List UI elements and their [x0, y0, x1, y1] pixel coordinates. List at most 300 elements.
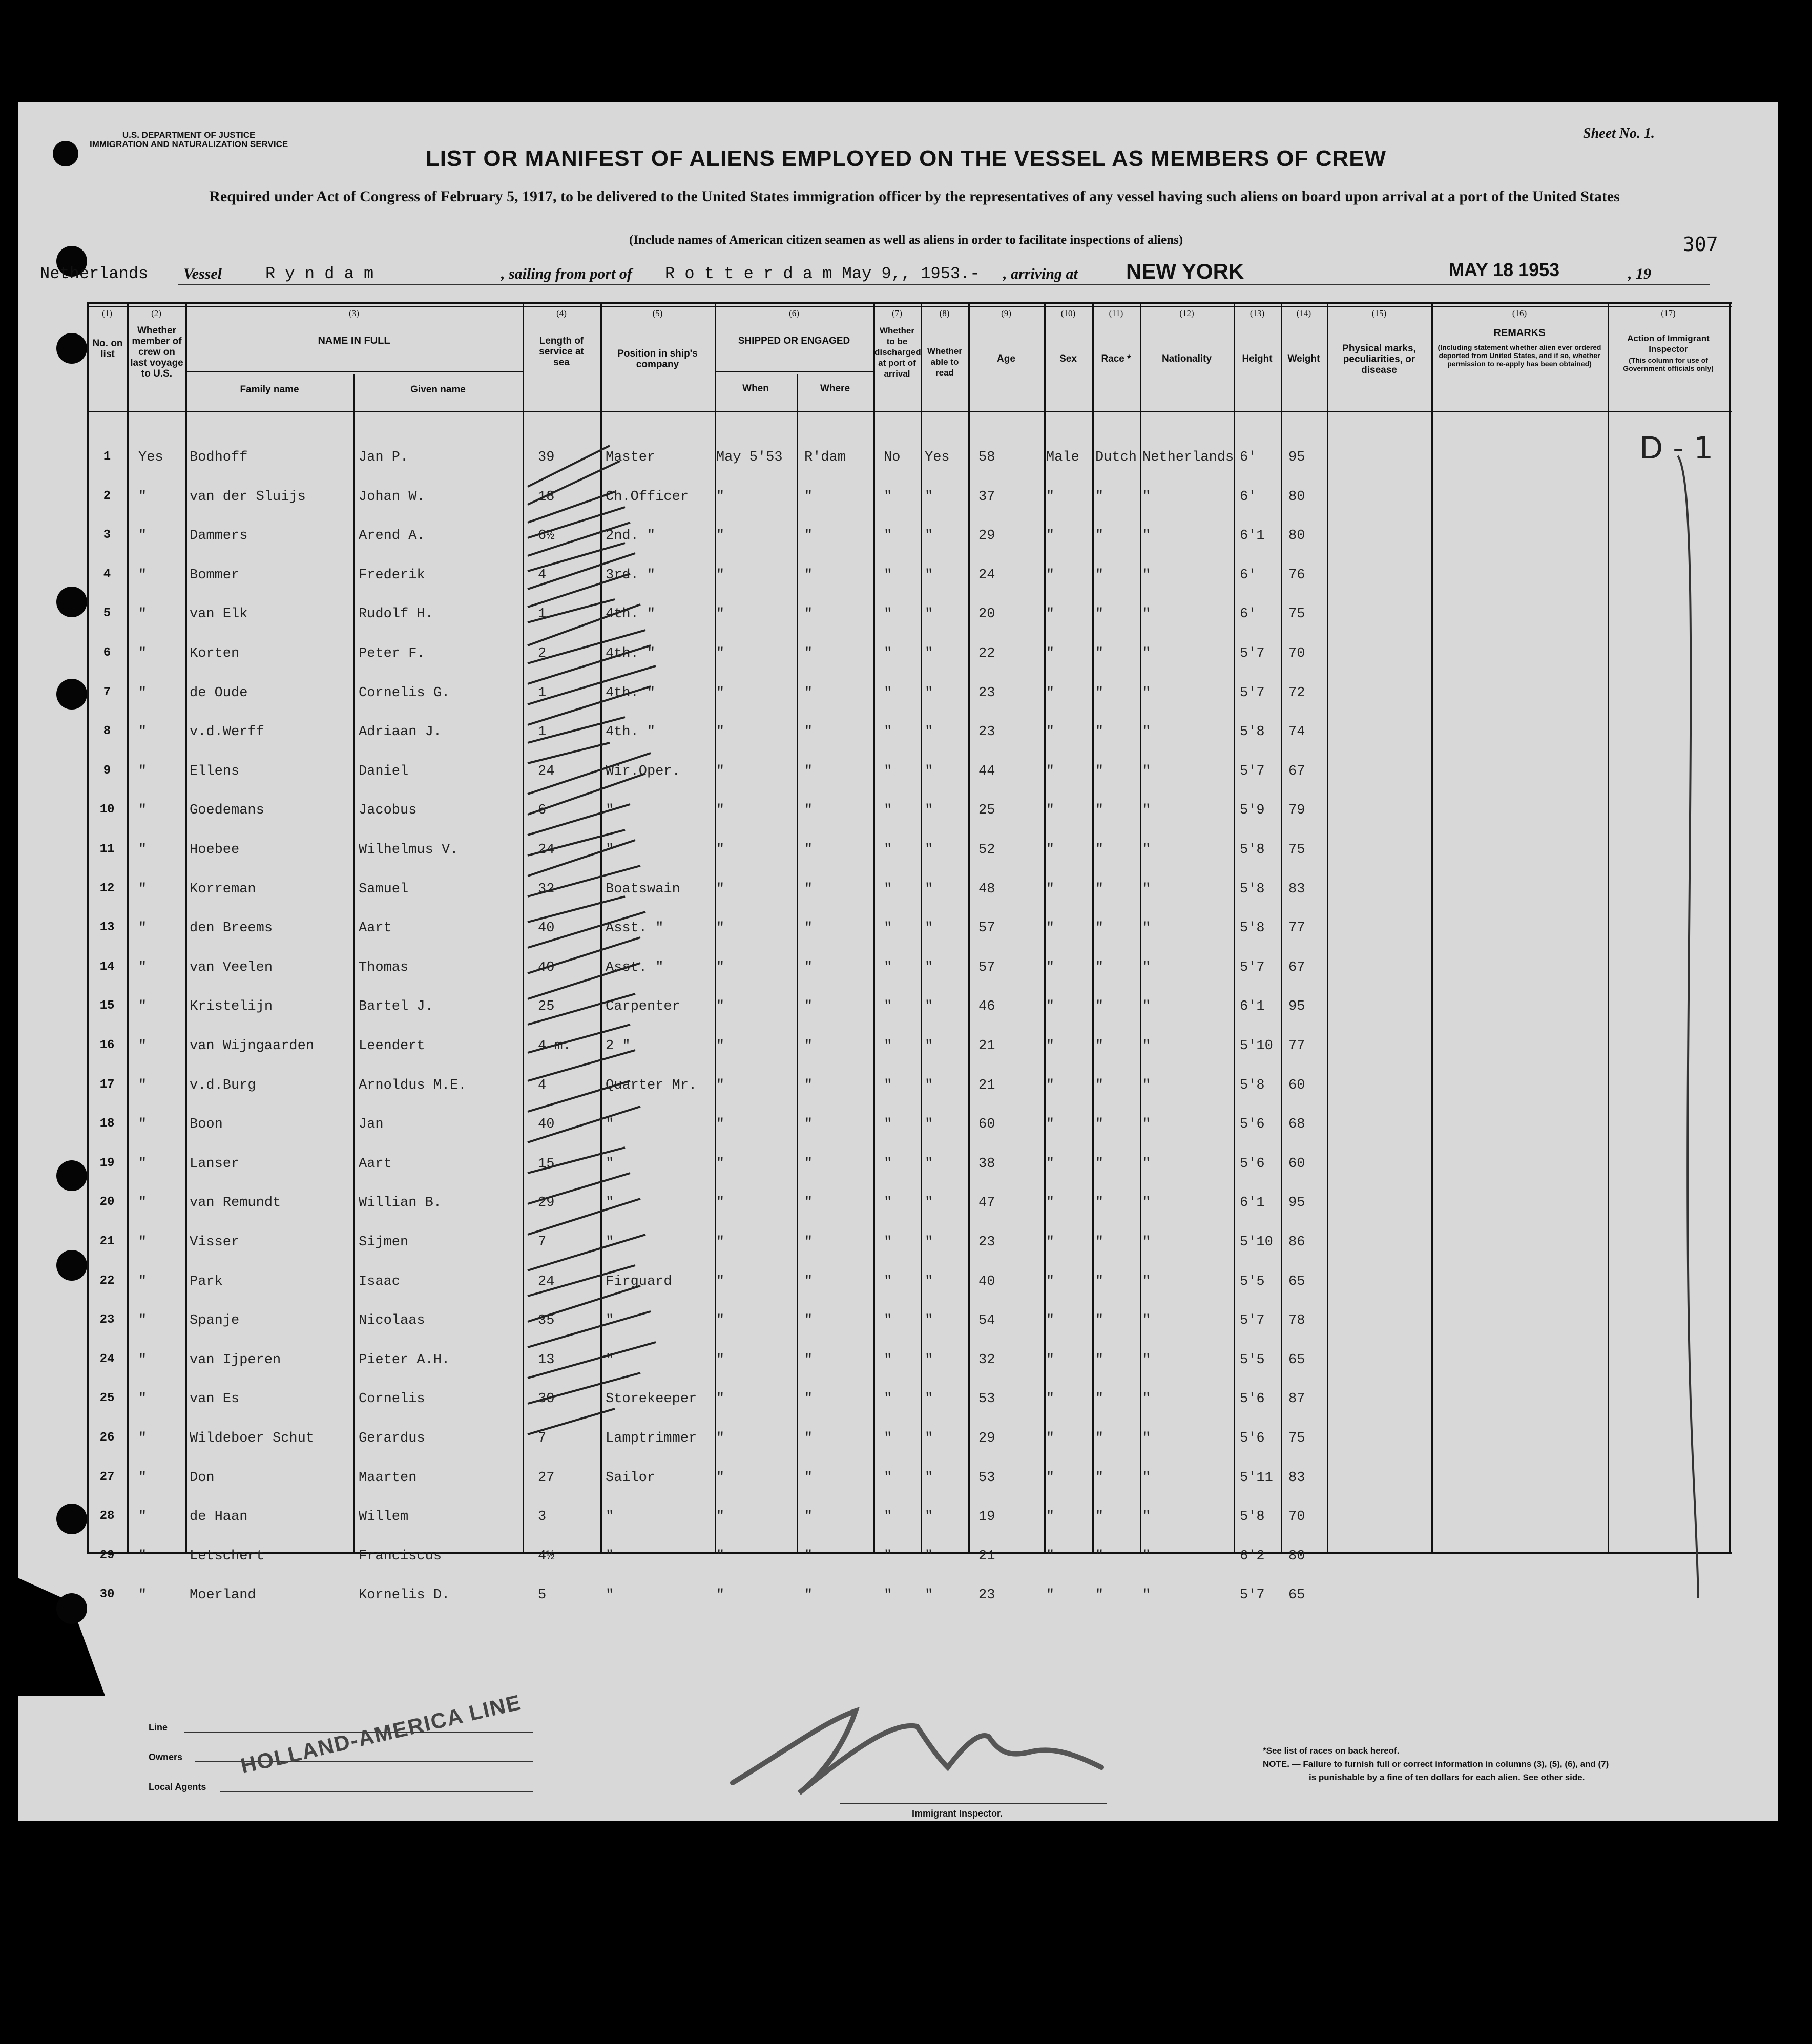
last-voyage-cell: ": [138, 646, 147, 661]
height-cell: 5'5: [1240, 1352, 1265, 1368]
sex-cell: ": [1046, 1470, 1055, 1486]
weight-cell: 65: [1288, 1352, 1305, 1368]
service-cell: 40: [538, 960, 555, 975]
height-cell: 6': [1240, 489, 1257, 505]
nationality-cell: ": [1142, 1313, 1151, 1329]
punch-hole: [56, 333, 87, 364]
col-3-given: Given name: [410, 384, 466, 395]
table-row: [87, 528, 1327, 549]
given-name-cell: Kornelis D.: [359, 1588, 450, 1603]
shipped-where-cell: ": [804, 842, 813, 858]
family-name-cell: Moerland: [190, 1588, 256, 1603]
row-number: 10: [99, 803, 115, 817]
service-cell: 4: [538, 567, 547, 583]
weight-cell: 95: [1288, 999, 1305, 1015]
service-cell: 7: [538, 1431, 547, 1446]
last-voyage-cell: ": [138, 1391, 147, 1407]
given-name-cell: Adriaan J.: [359, 724, 442, 740]
shipped-when-cell: ": [716, 1274, 725, 1289]
race-cell: ": [1095, 1117, 1104, 1133]
table-row: [87, 803, 1327, 823]
given-name-cell: Aart: [359, 921, 392, 936]
sex-cell: ": [1046, 724, 1055, 740]
height-cell: 5'7: [1240, 960, 1265, 975]
family-name-cell: den Breems: [190, 921, 273, 936]
race-cell: ": [1095, 1313, 1104, 1329]
shipped-where-cell: ": [804, 1038, 813, 1054]
last-voyage-cell: ": [138, 724, 147, 740]
position-cell: Wir.Oper.: [606, 763, 680, 779]
able-to-read-cell: ": [925, 999, 933, 1015]
age-cell: 47: [978, 1195, 995, 1211]
race-cell: ": [1095, 1391, 1104, 1407]
race-cell: ": [1095, 567, 1104, 583]
sex-cell: ": [1046, 881, 1055, 897]
shipped-where-cell: ": [804, 1470, 813, 1486]
position-cell: ": [606, 1548, 614, 1564]
race-cell: ": [1095, 607, 1104, 622]
weight-cell: 83: [1288, 1470, 1305, 1486]
form-subtitle: Required under Act of Congress of February 5, 1917, to be delivered to the United States immigration officer by the representatives of any vessel having such aliens on board upon arrival at a port of the United States: [209, 188, 1620, 205]
age-cell: 53: [978, 1391, 995, 1407]
arrival-port: NEW YORK: [1126, 259, 1244, 283]
sex-cell: ": [1046, 1156, 1055, 1172]
shipped-when-cell: ": [716, 685, 725, 701]
family-name-cell: Kristelijn: [190, 999, 273, 1015]
height-cell: 5'7: [1240, 1588, 1265, 1603]
race-cell: ": [1095, 803, 1104, 819]
col-2-num: (2): [151, 308, 161, 318]
shipped-when-cell: ": [716, 1391, 725, 1407]
col-rule: [1608, 302, 1609, 1552]
discharge-cell: ": [884, 960, 892, 975]
service-cell: 40: [538, 921, 555, 936]
row-number: 19: [99, 1156, 115, 1170]
last-voyage-cell: ": [138, 1470, 147, 1486]
shipped-where-cell: ": [804, 567, 813, 583]
sex-cell: ": [1046, 1313, 1055, 1329]
footer-owners-label: Owners: [149, 1752, 183, 1762]
sex-cell: ": [1046, 1548, 1055, 1564]
shipped-where-cell: ": [804, 528, 813, 544]
given-name-cell: Gerardus: [359, 1431, 425, 1446]
shipped-when-cell: ": [716, 528, 725, 544]
weight-cell: 67: [1288, 763, 1305, 779]
shipped-where-cell: ": [804, 1509, 813, 1525]
row-number: 2: [103, 489, 111, 503]
able-to-read-cell: ": [925, 724, 933, 740]
table-row: [87, 685, 1327, 706]
col-5-label: Position in ship's company: [617, 348, 698, 370]
shipped-where-cell: ": [804, 1352, 813, 1368]
age-cell: 21: [978, 1038, 995, 1054]
position-cell: Sailor: [606, 1470, 656, 1486]
shipped-where-cell: ": [804, 1313, 813, 1329]
service-cell: 1: [538, 685, 547, 701]
col-7-num: (7): [892, 308, 902, 318]
row-number: 20: [99, 1195, 115, 1209]
race-cell: ": [1095, 528, 1104, 544]
table-row: [87, 1117, 1327, 1137]
table-row: [87, 1588, 1327, 1608]
nationality-cell: ": [1142, 1235, 1151, 1250]
family-name-cell: Lanser: [190, 1156, 240, 1172]
height-cell: 5'8: [1240, 1509, 1265, 1525]
discharge-cell: ": [884, 1352, 892, 1368]
shipped-where-cell: ": [804, 1391, 813, 1407]
col-3-num: (3): [349, 308, 359, 318]
col-6-when: When: [742, 383, 769, 394]
col-15-label: Physical marks, peculiarities, or disease: [1342, 343, 1416, 376]
table-row: [87, 882, 1327, 902]
inspector-underline: [840, 1803, 1107, 1804]
row-number: 15: [99, 999, 115, 1013]
race-cell: ": [1095, 724, 1104, 740]
able-to-read-cell: ": [925, 763, 933, 779]
service-cell: 4 m.: [538, 1038, 571, 1054]
weight-cell: 67: [1288, 960, 1305, 975]
row-number: 14: [99, 960, 115, 974]
last-voyage-cell: ": [138, 685, 147, 701]
position-cell: ": [606, 803, 614, 819]
family-name-cell: van Remundt: [190, 1195, 281, 1211]
nationality-cell: ": [1142, 1391, 1151, 1407]
table-row: [87, 1391, 1327, 1412]
given-name-cell: Johan W.: [359, 489, 425, 505]
sex-cell: ": [1046, 1352, 1055, 1368]
service-cell: 30: [538, 1391, 555, 1407]
sex-cell: ": [1046, 763, 1055, 779]
race-cell: ": [1095, 1431, 1104, 1446]
race-cell: ": [1095, 1038, 1104, 1054]
service-cell: 39: [538, 450, 555, 465]
able-to-read-cell: ": [925, 842, 933, 858]
discharge-cell: ": [884, 1391, 892, 1407]
height-cell: 6'1: [1240, 1195, 1265, 1211]
able-to-read-cell: ": [925, 1431, 933, 1446]
row-number: 23: [99, 1313, 115, 1327]
col-rule: [1327, 302, 1328, 1552]
col-5-num: (5): [652, 308, 663, 318]
table-row: [87, 450, 1327, 470]
shipped-when-cell: ": [716, 646, 725, 661]
sex-cell: ": [1046, 1077, 1055, 1093]
footer-note-2: NOTE. — Failure to furnish full or correct information in columns (3), (5), (6), and (7): [1263, 1759, 1609, 1769]
sex-cell: ": [1046, 1117, 1055, 1133]
position-cell: ": [606, 1509, 614, 1525]
race-cell: ": [1095, 1195, 1104, 1211]
nationality-cell: ": [1142, 803, 1151, 819]
given-name-cell: Rudolf H.: [359, 607, 433, 622]
age-cell: 21: [978, 1548, 995, 1564]
race-cell: ": [1095, 763, 1104, 779]
able-to-read-cell: ": [925, 1274, 933, 1289]
race-cell: ": [1095, 646, 1104, 661]
row-number: 6: [103, 646, 111, 660]
discharge-cell: ": [884, 1117, 892, 1133]
row-number: 8: [103, 724, 111, 739]
table-row: [87, 842, 1327, 863]
given-name-cell: Leendert: [359, 1038, 425, 1054]
position-cell: Asst. ": [606, 921, 664, 936]
age-cell: 52: [978, 842, 995, 858]
discharge-cell: ": [884, 1509, 892, 1525]
col-13-num: (13): [1249, 308, 1265, 318]
table-row: [87, 1313, 1327, 1333]
weight-cell: 86: [1288, 1235, 1305, 1250]
sex-cell: Male: [1046, 450, 1079, 465]
service-cell: 13: [538, 1352, 555, 1368]
height-cell: 5'7: [1240, 685, 1265, 701]
given-name-cell: Samuel: [359, 881, 409, 897]
family-name-cell: Wildeboer Schut: [190, 1431, 315, 1446]
able-to-read-cell: ": [925, 1038, 933, 1054]
race-cell: ": [1095, 960, 1104, 975]
nationality-cell: ": [1142, 646, 1151, 661]
age-cell: 32: [978, 1352, 995, 1368]
nationality-cell: ": [1142, 1548, 1151, 1564]
footer-line-label: Line: [149, 1722, 168, 1733]
table-row: [87, 1274, 1327, 1295]
able-to-read-cell: ": [925, 489, 933, 505]
last-voyage-cell: ": [138, 881, 147, 897]
row-number: 22: [99, 1274, 115, 1288]
age-cell: 23: [978, 1235, 995, 1250]
given-name-cell: Frederik: [359, 567, 425, 583]
shipped-when-cell: ": [716, 1352, 725, 1368]
given-name-cell: Pieter A.H.: [359, 1352, 450, 1368]
given-name-cell: Franciscus: [359, 1548, 442, 1564]
able-to-read-cell: ": [925, 803, 933, 819]
family-name-cell: Don: [190, 1470, 215, 1486]
discharge-cell: ": [884, 528, 892, 544]
position-cell: ": [606, 842, 614, 858]
shipped-where-cell: ": [804, 960, 813, 975]
given-name-cell: Willian B.: [359, 1195, 442, 1211]
weight-cell: 68: [1288, 1117, 1305, 1133]
shipped-when-cell: ": [716, 1588, 725, 1603]
nationality-cell: ": [1142, 999, 1151, 1015]
last-voyage-cell: ": [138, 1352, 147, 1368]
given-name-cell: Bartel J.: [359, 999, 433, 1015]
position-cell: Ch.Officer: [606, 489, 689, 505]
nationality-cell: ": [1142, 1470, 1151, 1486]
able-to-read-cell: ": [925, 685, 933, 701]
family-name-cell: Park: [190, 1274, 223, 1289]
given-name-cell: Daniel: [359, 763, 409, 779]
nationality-cell: ": [1142, 1509, 1151, 1525]
height-cell: 5'9: [1240, 803, 1265, 819]
service-cell: 1: [538, 607, 547, 622]
given-name-cell: Willem: [359, 1509, 409, 1525]
col-16-label: REMARKS: [1493, 327, 1546, 339]
weight-cell: 76: [1288, 567, 1305, 583]
shipped-when-cell: ": [716, 1195, 725, 1211]
discharge-cell: ": [884, 1156, 892, 1172]
race-cell: ": [1095, 1470, 1104, 1486]
age-cell: 48: [978, 881, 995, 897]
discharge-cell: ": [884, 1313, 892, 1329]
given-name-cell: Nicolaas: [359, 1313, 425, 1329]
sex-cell: ": [1046, 1038, 1055, 1054]
footer-notes: [1263, 1744, 1609, 1784]
age-cell: 23: [978, 685, 995, 701]
age-cell: 23: [978, 1588, 995, 1603]
height-cell: 5'11: [1240, 1470, 1273, 1486]
position-cell: Master: [606, 450, 656, 465]
last-voyage-cell: ": [138, 1313, 147, 1329]
col-3-label: NAME IN FULL: [318, 335, 390, 346]
service-cell: 27: [538, 1470, 555, 1486]
age-cell: 29: [978, 528, 995, 544]
col-8-num: (8): [939, 308, 950, 318]
family-name-cell: Ellens: [190, 763, 240, 779]
last-voyage-cell: ": [138, 842, 147, 858]
height-cell: 5'10: [1240, 1038, 1273, 1054]
row-number: 13: [99, 921, 115, 935]
able-to-read-cell: ": [925, 1077, 933, 1093]
row-number: 21: [99, 1235, 115, 1248]
footer-note-1: *See list of races on back hereof.: [1263, 1746, 1400, 1756]
age-cell: 46: [978, 999, 995, 1015]
col-10-label: Sex: [1059, 353, 1077, 364]
position-cell: 2nd. ": [606, 528, 656, 544]
vessel-label: Vessel: [183, 265, 222, 282]
age-cell: 38: [978, 1156, 995, 1172]
table-row: [87, 607, 1327, 627]
col-6-label: SHIPPED OR ENGAGED: [738, 336, 850, 346]
row-number: 25: [99, 1391, 115, 1406]
age-cell: 22: [978, 646, 995, 661]
table-row: [87, 764, 1327, 784]
age-cell: 53: [978, 1470, 995, 1486]
position-cell: 2 ": [606, 1038, 631, 1054]
col-17-label: Action of Immigrant Inspector: [1627, 333, 1710, 354]
col-12-num: (12): [1179, 308, 1194, 318]
service-cell: 5: [538, 1588, 547, 1603]
position-cell: 4th. ": [606, 607, 656, 622]
shipped-when-cell: ": [716, 1431, 725, 1446]
shipped-when-cell: ": [716, 724, 725, 740]
height-cell: 6'1: [1240, 528, 1265, 544]
family-name-cell: Dammers: [190, 528, 248, 544]
shipped-where-cell: ": [804, 1117, 813, 1133]
discharge-cell: ": [884, 724, 892, 740]
col-9-num: (9): [1001, 308, 1011, 318]
col-16-num: (16): [1512, 308, 1527, 318]
discharge-cell: ": [884, 685, 892, 701]
weight-cell: 72: [1288, 685, 1305, 701]
shipped-where-cell: ": [804, 763, 813, 779]
last-voyage-cell: ": [138, 921, 147, 936]
discharge-cell: ": [884, 763, 892, 779]
race-cell: ": [1095, 1235, 1104, 1250]
weight-cell: 95: [1288, 1195, 1305, 1211]
position-cell: Boatswain: [606, 881, 680, 897]
weight-cell: 60: [1288, 1156, 1305, 1172]
age-cell: 57: [978, 960, 995, 975]
service-cell: 40: [538, 1117, 555, 1133]
able-to-read-cell: ": [925, 1391, 933, 1407]
nationality-cell: ": [1142, 1588, 1151, 1603]
vessel-line: [40, 261, 1746, 285]
family-name-cell: van Ijperen: [190, 1352, 281, 1368]
row-number: 24: [99, 1352, 115, 1366]
last-voyage-cell: ": [138, 607, 147, 622]
race-cell: ": [1095, 881, 1104, 897]
col-14-label: Weight: [1287, 353, 1320, 364]
discharge-cell: ": [884, 1548, 892, 1564]
last-voyage-cell: ": [138, 1509, 147, 1525]
age-cell: 60: [978, 1117, 995, 1133]
last-voyage-cell: ": [138, 763, 147, 779]
shipped-where-cell: ": [804, 1235, 813, 1250]
nationality-cell: ": [1142, 724, 1151, 740]
table-row: [87, 1078, 1327, 1098]
height-cell: 5'10: [1240, 1235, 1273, 1250]
height-cell: 5'5: [1240, 1274, 1265, 1289]
col-rule: [1431, 302, 1433, 1552]
nationality-cell: ": [1142, 489, 1151, 505]
age-cell: 21: [978, 1077, 995, 1093]
service-cell: 2: [538, 646, 547, 661]
service-cell: 24: [538, 763, 555, 779]
given-name-cell: Jan: [359, 1117, 384, 1133]
discharge-cell: ": [884, 881, 892, 897]
table-row: [87, 1509, 1327, 1530]
shipped-when-cell: ": [716, 567, 725, 583]
family-name-cell: de Haan: [190, 1509, 248, 1525]
nationality-cell: ": [1142, 881, 1151, 897]
shipped-where-cell: ": [804, 803, 813, 819]
able-to-read-cell: ": [925, 1352, 933, 1368]
sailing-label: , sailing from port of: [501, 265, 632, 282]
height-cell: 6': [1240, 450, 1257, 465]
last-voyage-cell: ": [138, 1235, 147, 1250]
nationality-cell: ": [1142, 528, 1151, 544]
family-name-cell: Bodhoff: [190, 450, 248, 465]
position-cell: ": [606, 1117, 614, 1133]
age-cell: 23: [978, 724, 995, 740]
position-cell: ": [606, 1313, 614, 1329]
position-cell: ": [606, 1352, 614, 1368]
race-cell: ": [1095, 999, 1104, 1015]
position-cell: 4th. ": [606, 685, 656, 701]
weight-cell: 83: [1288, 881, 1305, 897]
family-name-cell: de Oude: [190, 685, 248, 701]
service-cell: 24: [538, 1274, 555, 1289]
col-7-label: Whether to be discharged at port of arrival: [874, 326, 921, 379]
given-name-cell: Cornelis: [359, 1391, 425, 1407]
age-cell: 57: [978, 921, 995, 936]
shipped-subrule: [715, 371, 873, 372]
family-name-cell: van Elk: [190, 607, 248, 622]
height-cell: 5'7: [1240, 1313, 1265, 1329]
weight-cell: 80: [1288, 489, 1305, 505]
able-to-read-cell: ": [925, 1117, 933, 1133]
service-cell: 25: [538, 999, 555, 1015]
col-13-label: Height: [1242, 353, 1273, 364]
race-cell: ": [1095, 1274, 1104, 1289]
discharge-cell: ": [884, 1588, 892, 1603]
agency-block: U.S. DEPARTMENT OF JUSTICE IMMIGRATION AND NATURALIZATION SERVICE: [90, 130, 288, 149]
punch-hole: [56, 1160, 87, 1191]
sex-cell: ": [1046, 1195, 1055, 1211]
inspector-signature: [722, 1691, 1112, 1808]
sex-cell: ": [1046, 685, 1055, 701]
shipped-where-cell: ": [804, 1077, 813, 1093]
discharge-cell: ": [884, 1038, 892, 1054]
